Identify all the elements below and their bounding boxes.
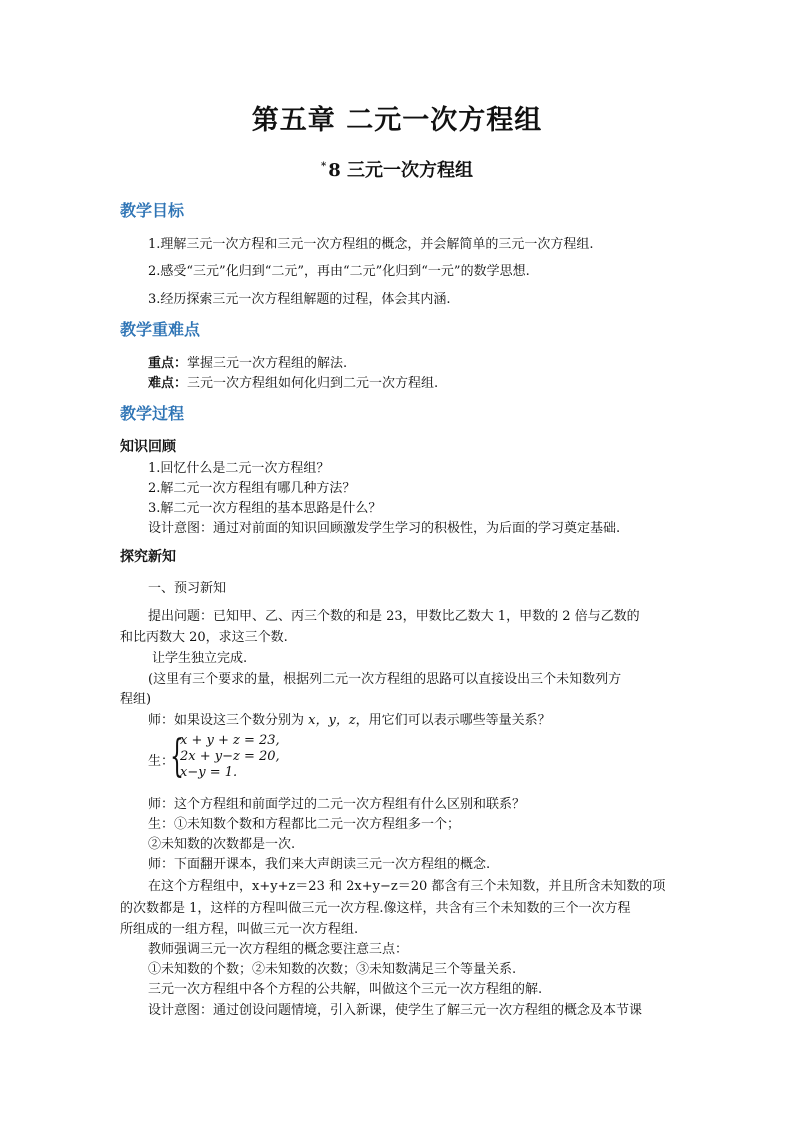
teacher-question-1-post: ，用它们可以表示哪些等量关系？: [355, 713, 551, 728]
setup-note-line-1: (这里有三个要求的量，根据列二元一次方程组的思路可以直接设出三个未知数列方: [148, 672, 622, 687]
section-title: [0, 156, 794, 182]
difficult-point-line: [148, 372, 438, 391]
key-point-label: 重点：: [148, 356, 188, 371]
key-point-text: 掌握三元一次方程组的解法.: [187, 356, 348, 371]
student-answer-2: ②未知数的次数都是一次.: [148, 837, 296, 852]
difficult-point-label: 难点：: [148, 376, 188, 391]
teacher-question-1-vars: x，y，z: [308, 713, 356, 728]
solution-definition: 三元一次方程组中各个方程的公共解，叫做这个三元一次方程组的解.: [148, 982, 543, 997]
preview-section-title: 一、预习新知: [148, 581, 227, 596]
student-answer-1: 生：①未知数个数和方程都比二元一次方程组多一个；: [148, 817, 461, 832]
process-heading: 教学过程: [120, 404, 185, 423]
student-label: 生：: [148, 754, 175, 769]
independent-note: 让学生独立完成.: [152, 651, 248, 666]
equation-3: x−y = 1.: [180, 765, 238, 780]
review-item-2: 2.解二元一次方程组有哪几种方法？: [148, 481, 356, 496]
teacher-question-1-pre: 师：如果设这三个数分别为: [148, 713, 309, 728]
equation-brace: {: [170, 731, 184, 782]
review-heading: 知识回顾: [120, 439, 176, 455]
review-item-1: 1.回忆什么是二元一次方程组？: [148, 461, 330, 476]
problem-line-2: 和比丙数大 20，求这三个数.: [120, 630, 288, 645]
equation-2: 2x + y−z = 20,: [180, 749, 280, 764]
key-point-line: [148, 352, 347, 371]
concept-line-2: 的次数都是 1，这样的方程叫做三元一次方程.像这样，共含有三个未知数的三个一次方程: [120, 901, 631, 916]
design-intent: 设计意图：通过创设问题情境，引入新课，使学生了解三元一次方程组的概念及本节课: [148, 1003, 643, 1018]
goals-heading: 教学目标: [120, 201, 185, 220]
problem-line-1: 提出问题：已知甲、乙、丙三个数的和是 23，甲数比乙数大 1，甲数的 2 倍与乙数的: [148, 609, 640, 624]
review-item-3: 3.解二元一次方程组的基本思路是什么？: [148, 501, 382, 516]
setup-note-line-2: 程组): [120, 692, 152, 707]
equation-1: x + y + z = 23,: [180, 733, 280, 748]
teacher-question-1: [148, 709, 551, 728]
goal-item-2: 2.感受“三元”化归到“二元”，再由“二元”化归到“一元”的数学思想.: [148, 264, 530, 279]
teacher-emphasis: 教师强调三元一次方程组的概念要注意三点：: [148, 942, 409, 957]
goal-item-1: 1.理解三元一次方程和三元一次方程组的概念，并会解简单的三元一次方程组.: [148, 237, 594, 252]
explore-heading: 探究新知: [120, 549, 176, 565]
concept-line-1: 在这个方程组中，x+y+z＝23 和 2x+y−z＝20 都含有三个未知数，并且所含未知数的项: [148, 879, 666, 894]
optional-mark: *: [320, 161, 327, 172]
review-design-intent: 设计意图：通过对前面的知识回顾激发学生学习的积极性，为后面的学习奠定基础.: [148, 521, 621, 536]
goal-item-3: 3.经历探索三元一次方程组解题的过程，体会其内涵.: [148, 292, 451, 307]
key-points-heading: 教学重难点: [120, 320, 201, 339]
section-title-text: 8 三元一次方程组: [328, 160, 474, 181]
teacher-read-instruction: 师：下面翻开课本，我们来大声朗读三元一次方程组的概念.: [148, 857, 491, 872]
teacher-question-2: 师：这个方程组和前面学过的二元一次方程组有什么区别和联系？: [148, 797, 526, 812]
three-points: ①未知数的个数；②未知数的次数；③未知数满足三个等量关系.: [148, 962, 517, 977]
difficult-point-text: 三元一次方程组如何化归到二元一次方程组.: [187, 376, 439, 391]
chapter-title: 第五章 二元一次方程组: [251, 105, 543, 136]
concept-line-3: 所组成的一组方程，叫做三元一次方程组.: [120, 922, 359, 937]
